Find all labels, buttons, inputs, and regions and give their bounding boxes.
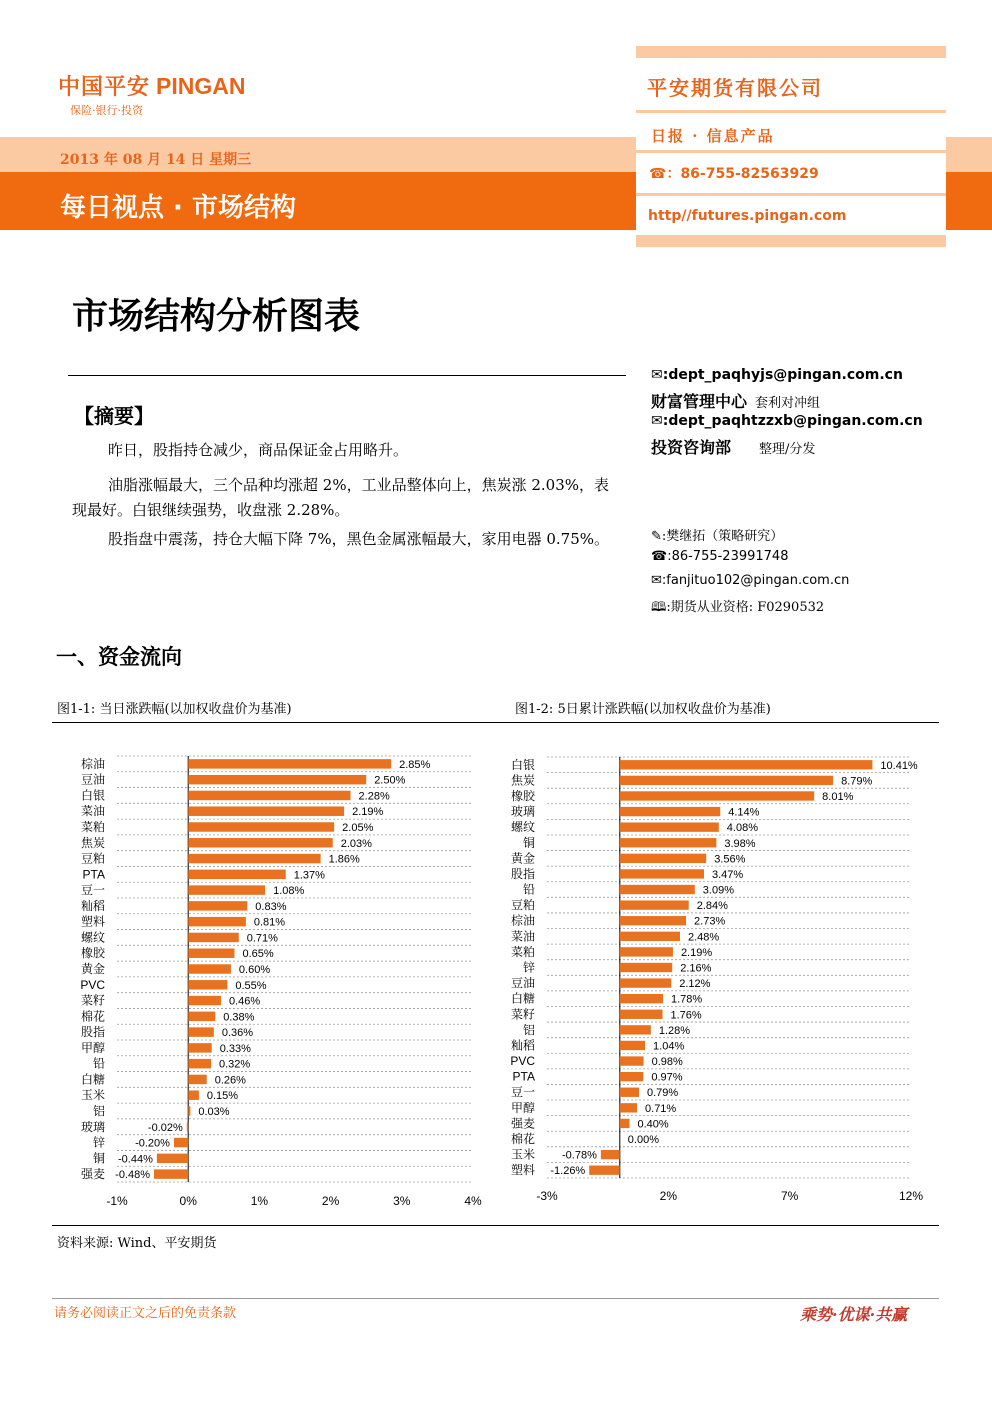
data-label: -1.26% [550, 1165, 586, 1178]
department-name: 投资咨询部 [651, 438, 732, 457]
report-type: 日报 · 信息产品 [651, 127, 775, 145]
data-label: 0.36% [221, 1027, 254, 1040]
data-label: 3.98% [724, 837, 756, 850]
bar [620, 1088, 639, 1097]
five-day-change-chart [495, 750, 935, 1215]
data-label: 0.46% [228, 995, 261, 1008]
category-label: 菜粕 [80, 820, 105, 834]
category-label: 螺纹 [80, 930, 105, 945]
tick-label: 7% [780, 1189, 799, 1203]
bar [188, 917, 246, 926]
data-label: 2.84% [696, 900, 728, 913]
data-label: 2.19% [680, 946, 713, 959]
bar [188, 870, 286, 879]
tick-label: 3% [393, 1194, 411, 1208]
data-label: 1.08% [273, 885, 305, 898]
category-label: 豆一 [80, 883, 105, 898]
data-label: 0.81% [253, 916, 286, 929]
category-label: 黄金 [510, 851, 535, 866]
bar [620, 1056, 644, 1065]
category-label: 橡胶 [80, 946, 105, 961]
logo-chinese: 中国平安 [58, 75, 151, 100]
data-label: 0.83% [255, 900, 287, 913]
data-label: 0.79% [646, 1087, 679, 1100]
data-label: 1.04% [653, 1040, 685, 1053]
abstract-paragraph: 昨日，股指持仓减少，商品保证金占用略升。 [108, 441, 409, 459]
page-title: 市场结构分析图表 [72, 296, 361, 337]
data-label: 2.03% [340, 837, 372, 850]
data-label: 0.98% [651, 1056, 683, 1069]
data-label: 0.32% [218, 1058, 251, 1071]
category-label: 菜油 [510, 929, 535, 944]
report-series-title: 每日视点 · 市场结构 [60, 193, 296, 223]
category-label: PVC [80, 977, 105, 992]
data-label: 0.00% [627, 1134, 660, 1147]
bar [154, 1169, 188, 1178]
bar [620, 1041, 645, 1050]
data-label: 2.73% [694, 915, 726, 928]
data-label: 4.14% [728, 806, 760, 819]
contact-department [651, 435, 815, 458]
category-label: 菜籽 [510, 1007, 535, 1022]
tick-label: 4% [464, 1194, 482, 1208]
category-label: 棉花 [80, 1009, 105, 1024]
bar [620, 1119, 630, 1128]
bar [174, 1138, 188, 1147]
bar [188, 1075, 207, 1084]
bar [188, 996, 221, 1005]
bar [188, 980, 227, 989]
bar [620, 791, 814, 800]
bar [601, 1150, 620, 1159]
bar [188, 759, 391, 768]
category-label: 白银 [80, 788, 105, 803]
bar [620, 978, 671, 987]
header-block [946, 137, 992, 172]
category-label: 籼稻 [510, 1038, 535, 1053]
category-label: 豆油 [510, 976, 535, 991]
bar [620, 1025, 651, 1034]
contact-email[interactable]: ✉:dept_paqhtzzxb@pingan.com.cn [651, 413, 923, 429]
logo-english: PINGAN [156, 73, 246, 99]
divider [52, 1298, 939, 1299]
bar [188, 1106, 190, 1115]
category-label: 甲醇 [80, 1040, 105, 1055]
data-label: 8.79% [841, 775, 873, 788]
category-label: 强麦 [510, 1116, 535, 1131]
bar [188, 854, 320, 863]
data-label: 0.40% [637, 1118, 669, 1131]
bar [188, 948, 234, 957]
category-label: 铝 [522, 1022, 535, 1037]
bar [620, 760, 873, 769]
company-name: 平安期货有限公司 [647, 76, 823, 100]
header-block [946, 172, 992, 230]
company-phone: ☎：86-755-82563929 [649, 166, 819, 182]
data-label: 0.15% [206, 1090, 239, 1103]
bar [157, 1154, 188, 1163]
category-label: 甲醇 [510, 1100, 535, 1115]
bar [620, 1072, 644, 1081]
bar [188, 901, 247, 910]
bar [188, 791, 350, 800]
data-label: 0.55% [235, 979, 267, 992]
data-label: 1.78% [670, 993, 703, 1006]
analyst-email[interactable]: ✉:fanjituo102@pingan.com.cn [651, 573, 850, 588]
bar [620, 869, 704, 878]
data-label: 2.85% [399, 758, 431, 771]
header-stripe [636, 193, 946, 196]
bar [188, 1012, 215, 1021]
divider [68, 375, 626, 376]
category-label: 菜油 [80, 804, 105, 819]
data-label: 1.37% [293, 869, 325, 882]
category-label: 玉米 [510, 1147, 535, 1162]
tick-label: -1% [106, 1194, 128, 1208]
category-label: 白糖 [80, 1072, 105, 1087]
category-label: 豆油 [80, 772, 105, 787]
bar [620, 885, 695, 894]
figure-title: 图1-1: 当日涨跌幅(以加权收盘价为基准) [57, 702, 292, 717]
category-label: 螺纹 [510, 820, 535, 835]
data-label: 0.03% [198, 1106, 230, 1118]
data-label: 2.05% [342, 822, 374, 834]
data-label: -0.78% [562, 1149, 597, 1162]
bar [188, 838, 333, 847]
bar [188, 933, 239, 942]
bar [620, 838, 717, 847]
bar [589, 1166, 620, 1175]
bar [620, 947, 673, 956]
category-label: 股指 [510, 866, 535, 881]
category-label: 橡胶 [510, 788, 535, 803]
data-label: 0.97% [651, 1071, 683, 1084]
analyst-name: ✎:樊继拓（策略研究） [651, 529, 784, 544]
data-source: 资料来源: Wind、平安期货 [57, 1236, 217, 1251]
category-label: PTA [512, 1069, 535, 1084]
abstract-paragraph: 油脂涨幅最大，三个品种均涨超 2%，工业品整体向上，焦炭涨 2.03%，表现最好。白银继续强势，收盘涨 2.28%。 [72, 476, 609, 519]
logo-tagline: 保险·银行·投资 [70, 104, 143, 117]
data-label: 1.86% [328, 853, 360, 866]
data-label: 4.08% [726, 822, 759, 835]
daily-change-chart [60, 750, 500, 1215]
figure-title: 图1-2: 5日累计涨跌幅(以加权收盘价为基准) [515, 702, 771, 717]
category-label: 焦炭 [80, 835, 105, 850]
contact-department [651, 389, 820, 412]
category-label: 塑料 [510, 1163, 535, 1178]
data-label: -0.02% [147, 1121, 183, 1134]
category-label: 锌 [522, 960, 535, 975]
abstract-heading: 【摘要】 [74, 404, 154, 428]
bar [620, 822, 719, 831]
bar [188, 1090, 199, 1099]
tick-label: 2% [321, 1194, 340, 1208]
data-label: 8.01% [822, 790, 854, 803]
bar [620, 1103, 637, 1112]
data-label: -0.20% [135, 1137, 170, 1150]
category-label: 铅 [92, 1056, 105, 1071]
data-label: 0.71% [645, 1102, 677, 1115]
bar [188, 964, 231, 973]
divider [52, 1225, 939, 1226]
category-label: 玉米 [80, 1088, 105, 1103]
data-label: 2.48% [687, 931, 720, 944]
category-label: 豆粕 [80, 851, 105, 866]
disclaimer-notice: 请务必阅读正文之后的免责条款 [54, 1306, 237, 1321]
category-label: PVC [510, 1054, 535, 1069]
data-label: 0.60% [238, 964, 271, 976]
category-label: 籼稻 [80, 898, 105, 913]
data-label: 1.28% [658, 1024, 691, 1037]
company-url[interactable]: http//futures.pingan.com [648, 208, 847, 224]
header-stripe [636, 235, 946, 247]
contact-email[interactable]: ✉:dept_paqhyjs@pingan.com.cn [651, 367, 903, 383]
bar [620, 807, 720, 816]
data-label: 2.50% [374, 774, 406, 787]
category-label: 白糖 [510, 991, 535, 1006]
analyst-phone: ☎:86-755-23991748 [651, 549, 789, 564]
data-label: 3.09% [702, 884, 734, 897]
report-date: 2013 年 08 月 14 日 星期三 [60, 152, 252, 168]
bar [188, 822, 334, 831]
section-heading: 一、资金流向 [56, 644, 182, 669]
header-stripe [636, 46, 946, 58]
data-label: -0.48% [115, 1169, 151, 1182]
data-label: 1.76% [670, 1009, 702, 1022]
category-label: 白银 [510, 757, 535, 772]
divider [52, 722, 939, 723]
bar [620, 916, 686, 925]
category-label: 锌 [92, 1135, 105, 1150]
data-label: 0.71% [246, 932, 278, 945]
category-label: PTA [82, 867, 105, 882]
tick-label: 2% [659, 1189, 678, 1203]
tick-label: -3% [536, 1189, 558, 1203]
analyst-license: 🕮:期货从业资格: F0290532 [651, 600, 825, 615]
tick-label: 12% [898, 1189, 924, 1203]
bar [188, 885, 265, 894]
abstract-paragraph: 股指盘中震荡，持仓大幅下降 7%，黑色金属涨幅最大，家用电器 0.75%。 [108, 530, 609, 548]
category-label: 豆一 [510, 1085, 535, 1100]
data-label: 0.65% [242, 948, 274, 961]
category-label: 强麦 [80, 1167, 105, 1182]
bar [188, 806, 344, 815]
bar [188, 1043, 211, 1052]
category-label: 棕油 [510, 913, 535, 928]
bar [620, 963, 672, 972]
department-note: 套利对冲组 [755, 396, 821, 411]
category-label: 铜 [92, 1151, 105, 1166]
category-label: 菜籽 [80, 993, 105, 1008]
data-label: 2.19% [352, 806, 384, 819]
tick-label: 0% [179, 1194, 197, 1208]
data-label: -0.44% [118, 1153, 153, 1166]
category-label: 菜粕 [510, 944, 535, 959]
bar [188, 1027, 214, 1036]
category-label: 塑料 [80, 914, 105, 929]
bar [620, 1010, 663, 1019]
data-label: 0.38% [223, 1011, 255, 1024]
data-label: 0.26% [214, 1074, 246, 1087]
category-label: 黄金 [80, 962, 105, 976]
category-label: 棕油 [80, 756, 105, 771]
data-label: 3.47% [712, 868, 744, 881]
bar [620, 776, 833, 785]
category-label: 铝 [92, 1104, 105, 1118]
data-label: 2.16% [680, 962, 712, 975]
category-label: 玻璃 [80, 1119, 105, 1134]
category-label: 棉花 [510, 1132, 535, 1147]
header-stripe [636, 110, 946, 113]
category-label: 豆粕 [510, 898, 535, 913]
header-stripe [636, 150, 946, 153]
data-label: 2.28% [358, 790, 390, 803]
bar [188, 1059, 211, 1068]
category-label: 股指 [80, 1025, 105, 1040]
data-label: 2.12% [679, 978, 711, 991]
bar [187, 1122, 188, 1131]
slogan: 乘势·优谋·共赢 [800, 1305, 908, 1324]
pingan-logo [58, 70, 245, 101]
category-label: 玻璃 [510, 804, 535, 819]
department-note: 整理/分发 [759, 442, 816, 457]
bar [620, 994, 663, 1003]
data-label: 10.41% [880, 759, 918, 772]
bar [188, 775, 366, 784]
data-label: 0.33% [219, 1042, 251, 1055]
bar [620, 900, 689, 909]
category-label: 铜 [522, 835, 535, 850]
category-label: 铅 [522, 882, 535, 897]
bar [620, 932, 680, 941]
data-label: 3.56% [714, 853, 746, 866]
category-label: 焦炭 [510, 773, 535, 788]
bar [620, 854, 706, 863]
tick-label: 1% [250, 1194, 269, 1208]
department-name: 财富管理中心 [651, 392, 748, 411]
